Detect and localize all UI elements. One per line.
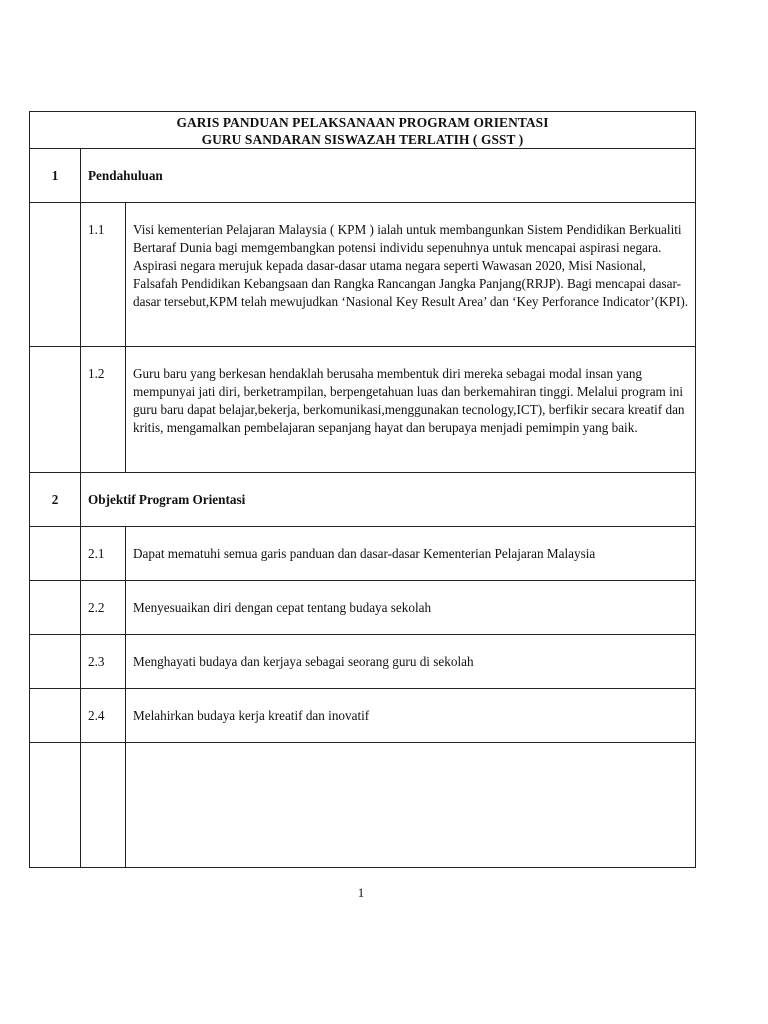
item-row-2-1: [30, 527, 696, 581]
title-line-1: GARIS PANDUAN PELAKSANAAN PROGRAM ORIENTASI: [176, 114, 549, 130]
item-row-2-4: [30, 689, 696, 743]
section-title: Objektif Program Orientasi: [81, 473, 696, 527]
section-number: 2: [30, 473, 81, 527]
page-number: 1: [357, 885, 365, 900]
item-text: Guru baru yang berkesan hendaklah berusaha membentuk diri mereka sebagai modal insan yang mempunyai jati diri, berketrampilan, berpengetahuan luas dan berkemahiran tinggi. Melalui program ini guru baru dapat belajar,bekerja, berkomunikasi,menggunakan tecnology,ICT), berfikir secara kreatif dan kritis, mengamalkan pembelajaran sepanjang hayat dan berupaya menjadi pemimpin yang baik.: [126, 347, 696, 473]
empty-row: [30, 743, 696, 868]
section-number: 1: [30, 149, 81, 203]
title-row: [30, 112, 696, 149]
item-text: Dapat mematuhi semua garis panduan dan dasar-dasar Kementerian Pelajaran Malaysia: [126, 527, 696, 581]
item-text: Menghayati budaya dan kerjaya sebagai seorang guru di sekolah: [126, 635, 696, 689]
blank-cell: [30, 689, 81, 743]
item-text: Menyesuaikan diri dengan cepat tentang budaya sekolah: [126, 581, 696, 635]
blank-cell: [30, 581, 81, 635]
item-row-2-2: [30, 581, 696, 635]
guideline-table: [29, 111, 696, 868]
item-number: 2.3: [81, 635, 126, 689]
item-text: Melahirkan budaya kerja kreatif dan inovatif: [126, 689, 696, 743]
item-number: 2.4: [81, 689, 126, 743]
blank-cell: [30, 743, 81, 868]
section-title: Pendahuluan: [81, 149, 696, 203]
section-row-2: [30, 473, 696, 527]
blank-cell: [30, 203, 81, 347]
document-title: [30, 112, 696, 149]
title-line-2: GURU SANDARAN SISWAZAH TERLATIH ( GSST ): [201, 131, 524, 147]
item-number: 2.1: [81, 527, 126, 581]
blank-cell: [81, 743, 126, 868]
blank-cell: [30, 635, 81, 689]
blank-cell: [30, 527, 81, 581]
item-number: 1.2: [81, 347, 126, 473]
section-row-1: [30, 149, 696, 203]
item-row-1-1: [30, 203, 696, 347]
blank-cell: [30, 347, 81, 473]
item-number: 2.2: [81, 581, 126, 635]
item-row-1-2: [30, 347, 696, 473]
item-row-2-3: [30, 635, 696, 689]
item-number: 1.1: [81, 203, 126, 347]
blank-cell: [126, 743, 696, 868]
item-text: Visi kementerian Pelajaran Malaysia ( KPM ) ialah untuk membangunkan Sistem Pendidikan Berkualiti Bertaraf Dunia bagi memgembangkan potensi individu sepenuhnya untuk mencapai aspirasi negara. Aspirasi negara merujuk kepada dasar-dasar utama negara seperti Wawasan 2020, Misi Nasional, Falsafah Pendidikan Kebangsaan dan Rangka Rancangan Jangka Panjang(RRJP). Bagi mencapai dasar-dasar tersebut,KPM telah mewujudkan ‘Nasional Key Result Area’ dan ‘Key Perforance Indicator’(KPI).: [126, 203, 696, 347]
